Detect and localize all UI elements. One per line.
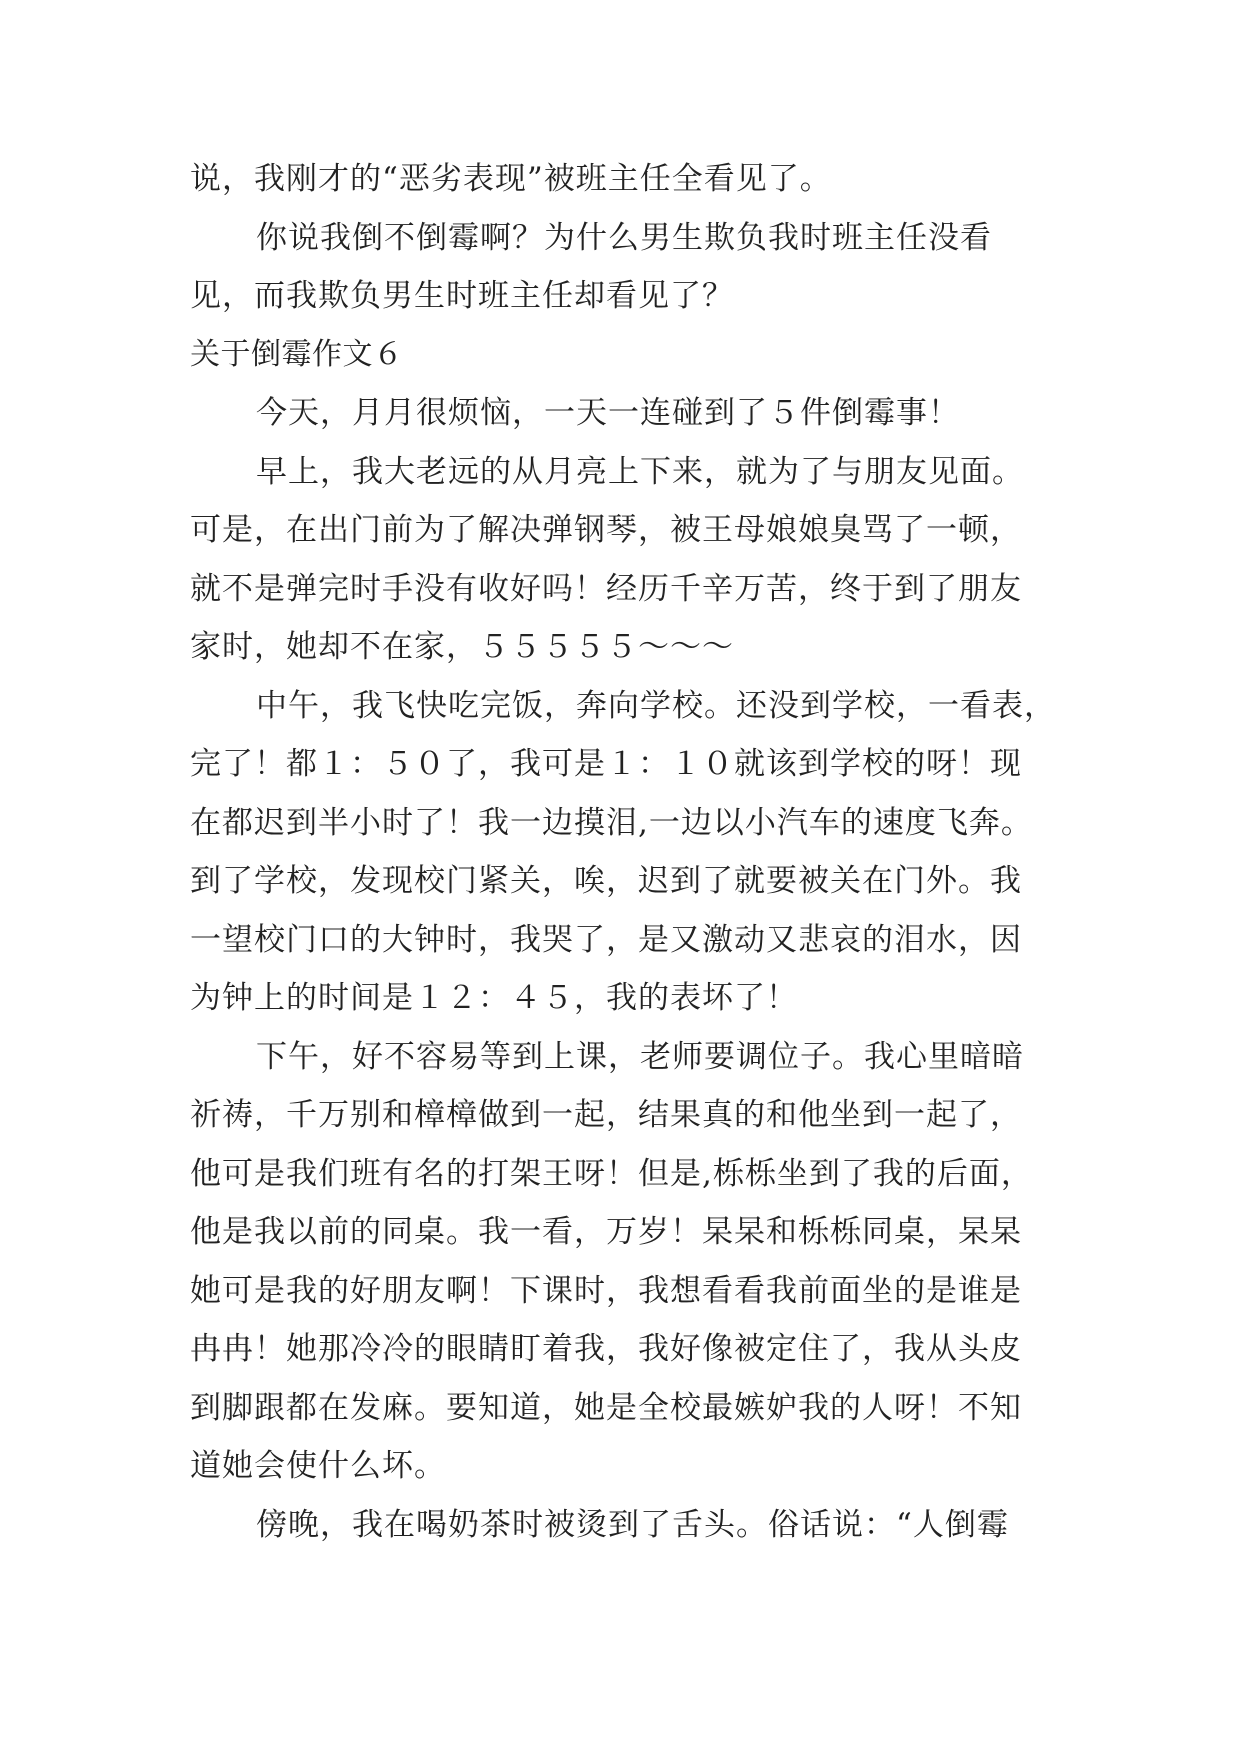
text-line: 在都迟到半小时了！我一边摸泪,一边以小汽车的速度飞奔。 <box>190 804 1033 841</box>
text-line: 一望校门口的大钟时，我哭了，是又激动又悲哀的泪水，因 <box>190 921 1022 958</box>
text-line: 家时，她却不在家，５５５５５～～～ <box>190 629 734 665</box>
text-line: 到脚跟都在发麻。要知道，她是全校最嫉妒我的人呀！不知 <box>190 1389 1022 1426</box>
text-line: 今天，月月很烦恼，一天一连碰到了５件倒霉事！ <box>256 395 960 431</box>
text-line: 她可是我的好朋友啊！下课时，我想看看我前面坐的是谁是 <box>190 1272 1022 1309</box>
text-line: 冉冉！她那冷冷的眼睛盯着我，我好像被定住了，我从头皮 <box>190 1331 1022 1367</box>
text-line: 他是我以前的同桌。我一看，万岁！杲杲和栎栎同桌，杲杲 <box>190 1214 1022 1250</box>
text-line: 傍晚，我在喝奶茶时被烫到了舌头。俗话说：“人倒霉 <box>256 1506 1009 1543</box>
text-line: 可是，在出门前为了解决弹钢琴，被王母娘娘臭骂了一顿， <box>190 512 1022 548</box>
text-line: 为钟上的时间是１２：４５，我的表坏了！ <box>190 980 798 1016</box>
text-line: 中午，我飞快吃完饭，奔向学校。还没到学校，一看表， <box>256 687 1056 724</box>
text-line: 祈祷，千万别和樟樟做到一起，结果真的和他坐到一起了， <box>190 1097 1022 1133</box>
document-body <box>190 150 1060 1554</box>
section-heading: 关于倒霉作文６ <box>190 336 404 372</box>
text-line: 就不是弹完时手没有收好吗！经历千辛万苦，终于到了朋友 <box>190 570 1022 607</box>
text-line: 完了！都１：５０了，我可是１：１０就该到学校的呀！现 <box>190 746 1022 782</box>
text-line: 他可是我们班有名的打架王呀！但是,栎栎坐到了我的后面， <box>190 1155 1033 1192</box>
text-line: 下午，好不容易等到上课，老师要调位子。我心里暗暗 <box>256 1038 1024 1075</box>
text-line: 见，而我欺负男生时班主任却看见了？ <box>190 278 734 314</box>
text-line: 你说我倒不倒霉啊？为什么男生欺负我时班主任没看 <box>256 219 992 256</box>
text-line: 道她会使什么坏。 <box>190 1448 446 1484</box>
text-line: 早上，我大老远的从月亮上下来，就为了与朋友见面。 <box>256 453 1024 490</box>
text-line: 说，我刚才的“恶劣表现”被班主任全看见了。 <box>190 161 832 197</box>
text-line: 到了学校，发现校门紧关，唉，迟到了就要被关在门外。我 <box>190 863 1022 899</box>
